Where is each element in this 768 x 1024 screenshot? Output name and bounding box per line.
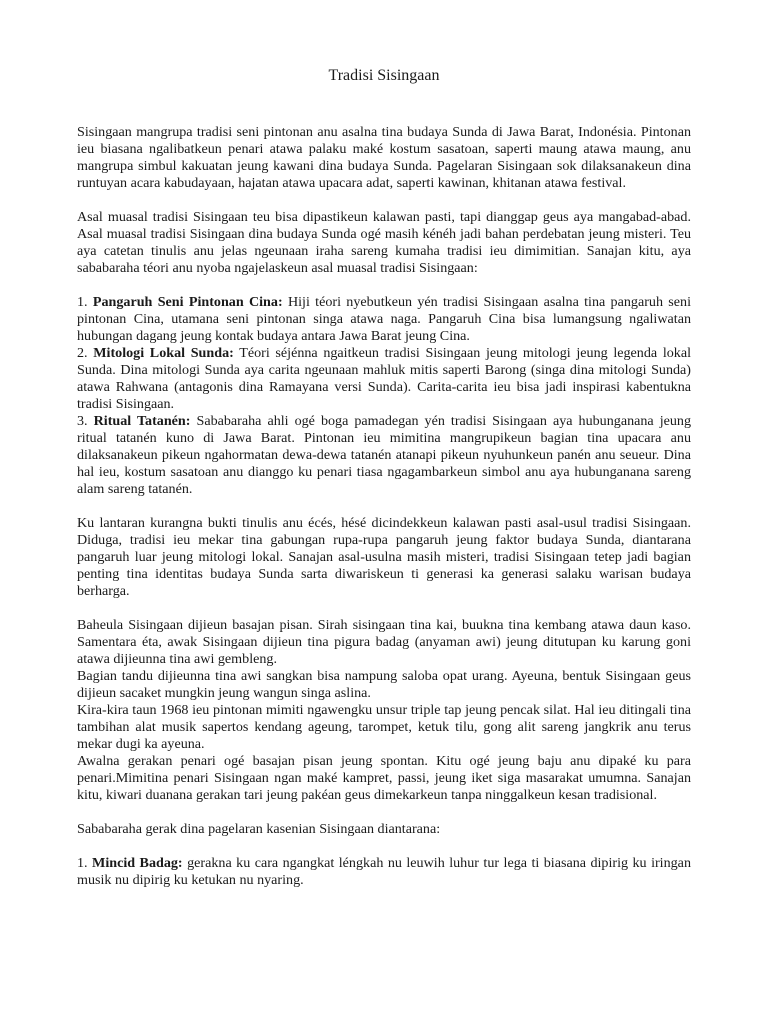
- list-item-move-1: [77, 855, 691, 889]
- list-item-heading: Mincid Badag:: [92, 855, 183, 871]
- list-item-theory-1: [77, 294, 691, 345]
- paragraph-history-a: Baheula Sisingaan dijieun basajan pisan. Sirah sisingaan tina kai, buukna tina kembang atawa daun kaso. Samentara éta, awak Sisingaan dijieun tina pigura badag (anyaman awi) jeung ditutupan ku karung goni atawa dijieunna tina awi gembleng.: [77, 617, 691, 667]
- paragraph-intro: Sisingaan mangrupa tradisi seni pintonan anu asalna tina budaya Sunda di Jawa Barat, Indonésia. Pintonan ieu biasana ngalibatkeun penari atawa palaku maké kostum sasatoan, saperti maung atawa maung, anu mangrupa simbul kakuatan jeung kawani dina budaya Sunda. Pagelaran Sisingaan sok dilaksanakeun dina runtuyan acara kabudayaan, hajatan atawa upacara adat, saperti kawinan, khitanan atawa festival.: [77, 124, 691, 191]
- list-number: 1.: [77, 294, 93, 310]
- paragraph-history-d: Awalna gerakan penari ogé basajan pisan jeung spontan. Kitu ogé jeung baju anu dipaké ku para penari.Mimitina penari Sisingaan ngan maké kampret, passi, jeung iket siga masarakat umumna. Sanajan kitu, kiwari duanana gerakan tari jeung pakéan geus dimekarkeun tanpa ninggalkeun kesan tradisional.: [77, 753, 691, 803]
- paragraph-moves-intro: Sababaraha gerak dina pagelaran kasenian Sisingaan diantarana:: [77, 821, 441, 837]
- document-body: [77, 124, 691, 889]
- list-number: 1.: [77, 855, 93, 871]
- list-item-text: Sababaraha ahli ogé boga pamadegan yén tradisi Sisingaan aya hubunganana jeung ritual tatanén kuno di Jawa Barat. Pintonan ieu mimitina mangrupikeun bagian tina upacara anu dilaksanakeun pikeun ngahormatan dewa-dewa tatanén atanapi pikeun nyuhunkeun panén anu seueur. Dina hal ieu, kostum sasatoan anu dianggo ku penari tiasa ngagambarkeun simbol anu aya hubunganana sareng alam sareng tatanén.: [77, 413, 692, 497]
- list-item-theory-3: [77, 413, 691, 498]
- list-number: 2.: [77, 345, 94, 361]
- list-item-heading: Pangaruh Seni Pintonan Cina:: [92, 294, 283, 310]
- list-number: 3.: [77, 413, 94, 429]
- list-item-text: Hiji téori nyebutkeun yén tradisi Sisingaan asalna tina pangaruh seni pintonan Cina, utamana seni pintonan singa atawa naga. Pangaruh Cina bisa lumangsung ngaliwatan hubungan dagang jeung kontak budaya antara Jawa Barat jeung Cina.: [77, 294, 691, 344]
- list-item-heading: Ritual Tatanén:: [93, 413, 191, 429]
- list-item-text: Téori séjénna ngaitkeun tradisi Sisingaan jeung mitologi jeung legenda lokal Sunda. Dina mitologi Sunda aya carita ngeunaan mahluk mitis saperti Barong (singa dina mitologi Sunda) atawa Rahwana (antagonis dina Ramayana versi Sunda). Carita-carita ieu bisa jadi inspirasi kabentukna tradisi Sisingaan.: [77, 345, 692, 412]
- paragraph-origin: Asal muasal tradisi Sisingaan teu bisa dipastikeun kalawan pasti, tapi dianggap geus aya mangabad-abad. Asal muasal tradisi Sisingaan dina budaya Sunda ogé masih kénéh jadi bahan perdebatan jeung misteri. Teu aya catetan tinulis anu jelas ngeunaan iraha sareng kumaha tradisi ieu dimimitian. Sanajan kitu, aya sababaraha téori anu nyoba ngajelaskeun asal muasal tradisi Sisingaan:: [77, 209, 691, 276]
- paragraph-history-c: Kira-kira taun 1968 ieu pintonan mimiti ngawengku unsur triple tap jeung pencak silat. Hal ieu ditingali tina tambihan alat musik sapertos kendang ageung, tarompet, ketuk tilu, gong alit sareng jangkrik anu terus mekar dugi ka ayeuna.: [77, 702, 691, 752]
- paragraph-history-b: Bagian tandu dijieunna tina awi sangkan bisa nampung saloba opat urang. Ayeuna, bentuk Sisingaan geus dijieun sacaket mungkin jeung wangun singa aslina.: [77, 668, 691, 701]
- list-item-text: gerakna ku cara ngangkat léngkah nu leuwih luhur tur lega ti biasana dipirig ku iringan musik nu dipirig ku ketukan nu nyaring.: [77, 855, 691, 888]
- list-item-theory-2: [77, 345, 691, 413]
- paragraph-conclusion: Ku lantaran kurangna bukti tinulis anu écés, hésé dicindekkeun kalawan pasti asal-usul tradisi Sisingaan. Diduga, tradisi ieu mekar tina gabungan rupa-rupa pangaruh jeung faktor budaya Sunda, diantarana pangaruh luar jeung mitologi lokal. Sanajan asal-usulna masih misteri, tradisi Sisingaan tetep jadi bagian penting tina identitas budaya Sunda sarta diwariskeun ti generasi ka generasi salaku warisan budaya berharga.: [77, 515, 691, 599]
- list-item-heading: Mitologi Lokal Sunda:: [93, 345, 234, 361]
- document-title: Tradisi Sisingaan: [328, 67, 440, 84]
